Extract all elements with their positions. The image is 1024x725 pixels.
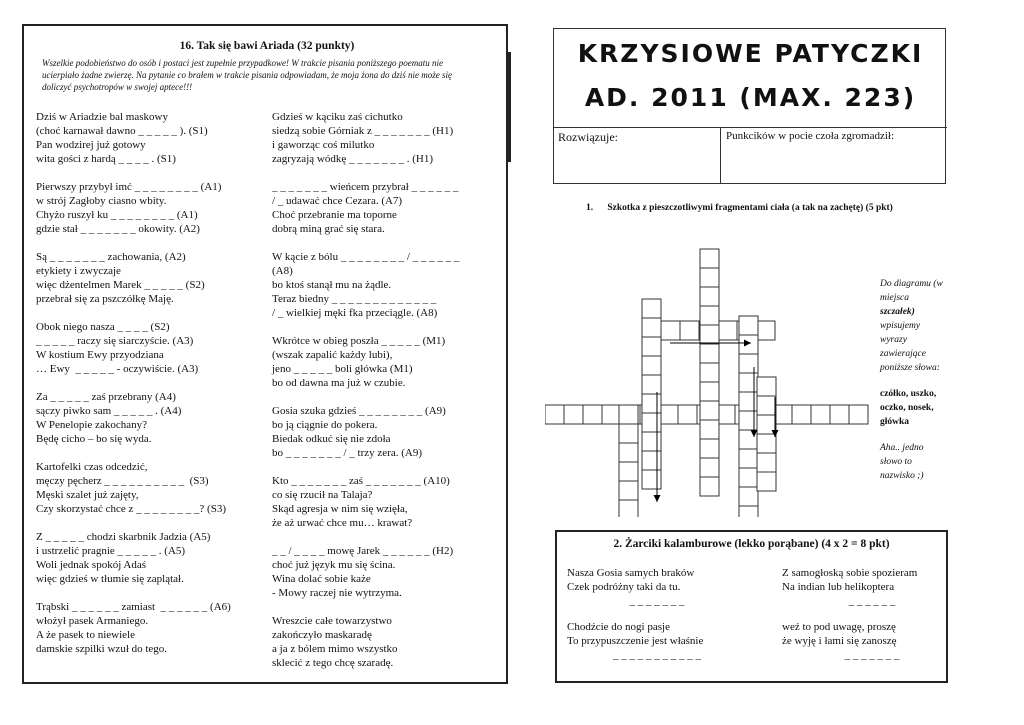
poem-line: W kostium Ewy przyodziana xyxy=(36,349,164,361)
crossword-cell[interactable] xyxy=(849,405,868,424)
note-line: wyrazy xyxy=(880,335,907,345)
main-title: KRZYSIOWE PATYCZKI xyxy=(577,39,924,68)
poem-line: choć już język mu się ścina. xyxy=(272,559,396,571)
poem-line: (wszak zapalić każdy lubi), xyxy=(272,349,393,361)
crossword-cell[interactable] xyxy=(739,487,758,506)
stanza xyxy=(272,614,504,670)
poem-line: zagryzają wódkę _ _ _ _ _ _ _ . (H1) xyxy=(272,153,433,165)
crossword-diagram xyxy=(545,247,875,517)
word-list-line: oczko, nosek, xyxy=(880,403,934,413)
diagram-instructions xyxy=(880,277,980,483)
riddle-line: Na indian lub helikoptera xyxy=(782,581,895,593)
note-line: poniższe słowa: xyxy=(880,363,940,373)
crossword-cell[interactable] xyxy=(619,443,638,462)
crossword-cell[interactable] xyxy=(619,481,638,500)
riddle-line: Z samogłoską sobie spozieram xyxy=(782,567,918,579)
crossword-cell[interactable] xyxy=(642,394,661,413)
crossword-cell[interactable] xyxy=(739,468,758,487)
crossword-cell[interactable] xyxy=(757,377,776,396)
poem-line: Biedak odkuć się nie zdoła xyxy=(272,433,391,445)
poem-line: i gaworząc coś milutko xyxy=(272,139,375,151)
note-line: Do diagramu (w xyxy=(880,279,943,289)
crossword-cell[interactable] xyxy=(739,449,758,468)
poem-line: damskie szpilki wzuł do tego. xyxy=(36,643,168,655)
crossword-cell[interactable] xyxy=(661,321,680,340)
stanza xyxy=(36,530,276,586)
stanza xyxy=(272,110,504,166)
riddle-line: Chodźcie do nogi pasje xyxy=(567,621,670,633)
crossword-cell[interactable] xyxy=(545,405,564,424)
crossword-cell[interactable] xyxy=(739,335,758,354)
poem-line: Są _ _ _ _ _ _ _ zachowania, (A2) xyxy=(36,251,186,263)
poem-line: więc gdzieś w tłumie się zaplątał. xyxy=(36,573,184,585)
poem-line: przebrał się za pszczółkę Maję. xyxy=(36,293,174,305)
poem-line: Kartofelki czas odcedzić, xyxy=(36,461,148,473)
stanza xyxy=(272,474,504,530)
crossword-cell[interactable] xyxy=(700,382,719,401)
crossword-cell[interactable] xyxy=(700,344,719,363)
stanza xyxy=(272,250,504,320)
crossword-cell[interactable] xyxy=(642,356,661,375)
poem-line: / _ udawać chce Cezara. (A7) xyxy=(272,195,403,207)
poem-line: jeno _ _ _ _ _ boli główka (M1) xyxy=(272,363,413,375)
poem-column-right xyxy=(272,110,504,684)
divider xyxy=(720,127,721,184)
poem-line: że aż urwać chce mu… krawat? xyxy=(272,517,413,529)
poem-line: Pierwszy przybył imć _ _ _ _ _ _ _ _ (A1) xyxy=(36,181,222,193)
poem-line: gdzie stał _ _ _ _ _ _ _ okowity. (A2) xyxy=(36,223,200,235)
crossword-cell[interactable] xyxy=(680,321,699,340)
crossword-cell[interactable] xyxy=(619,424,638,443)
note-line: nazwisko ;) xyxy=(880,471,924,481)
crossword-cell[interactable] xyxy=(757,472,776,491)
poem-line: W kącie z bólu _ _ _ _ _ _ _ _ / _ _ _ _ _ _ xyxy=(272,251,460,263)
riddle-line: weź to pod uwagę, proszę xyxy=(782,621,896,633)
poem-line: Dziś w Ariadzie bal maskowy xyxy=(36,111,168,123)
poem-line: Choć przebranie ma toporne xyxy=(272,209,397,221)
crossword-cell[interactable] xyxy=(756,321,775,340)
crossword-cell[interactable] xyxy=(678,405,697,424)
answer-blank: _ _ _ _ _ _ _ xyxy=(629,595,685,607)
poem-line: Gosia szuka gdzieś _ _ _ _ _ _ _ _ (A9) xyxy=(272,405,446,417)
poem-line: Trąbski _ _ _ _ _ _ zamiast _ _ _ _ _ _ (A6) xyxy=(36,601,231,613)
crossword-cell[interactable] xyxy=(739,316,758,335)
poem-line: włożył pasek Armaniego. xyxy=(36,615,149,627)
panel-shadow xyxy=(508,52,511,162)
crossword-cell[interactable] xyxy=(619,462,638,481)
poem-line: siedzą sobie Górniak z _ _ _ _ _ _ _ (H1) xyxy=(272,125,454,137)
poem-line: Męski szalet już zajęty, xyxy=(36,489,139,501)
crossword-cell[interactable] xyxy=(642,413,661,432)
poem-line: wita gości z hardą _ _ _ _ . (S1) xyxy=(36,153,176,165)
solver-field-label: Rozwiązuje: xyxy=(558,130,618,144)
note-line: wpisujemy xyxy=(880,321,921,331)
poem-line: więc dżentelmen Marek _ _ _ _ _ (S2) xyxy=(36,279,205,291)
riddle xyxy=(567,620,747,662)
stanza xyxy=(36,600,276,656)
poem-line: Za _ _ _ _ _ zaś przebrany (A4) xyxy=(36,391,176,403)
crossword-cell[interactable] xyxy=(718,321,737,340)
answer-blank: _ _ _ _ _ _ _ _ _ _ _ xyxy=(613,649,701,661)
crossword-cell[interactable] xyxy=(642,375,661,394)
poem-line: Woli jednak spokój Adaś xyxy=(36,559,147,571)
arrow-head-icon xyxy=(654,495,661,502)
note-line: zawierające xyxy=(880,349,926,359)
answer-blank: _ _ _ _ _ _ xyxy=(848,595,896,607)
poem-line: sklecić z tego chcę szaradę. xyxy=(272,657,394,669)
poem-line: Skąd agresja w nim się wzięła, xyxy=(272,503,408,515)
poem-intro: Wszelkie podobieństwo do osób i postaci jest zupełnie przypadkowe! W trakcie pisania poniższego poematu nie ucierpiało żadne zwierzę. Na pytanie co brałem w trakcie pisania odpowiadam, że moja żona do dziś nie może się doliczyć psychotropów w swojej aptece!!! xyxy=(42,58,452,92)
crossword-cell[interactable] xyxy=(700,439,719,458)
stanza xyxy=(272,334,504,390)
riddle xyxy=(567,566,747,608)
poem-line: W Penelopie zakochany? xyxy=(36,419,147,431)
poem-line: / _ wielkiej męki fka przeciągle. (A8) xyxy=(272,307,438,319)
crossword-cell[interactable] xyxy=(642,451,661,470)
poem-line: w strój Zagłoby ciasno wbity. xyxy=(36,195,167,207)
poem-line: bo od dawna ma już w czubie. xyxy=(272,377,406,389)
crossword-cell[interactable] xyxy=(642,318,661,337)
poem-line: Chyżo ruszył ku _ _ _ _ _ _ _ _ (A1) xyxy=(36,209,198,221)
stanza xyxy=(272,544,504,600)
poem-line: Teraz biedny _ _ _ _ _ _ _ _ _ _ _ _ _ xyxy=(272,293,437,305)
poem-line: sączy piwko sam _ _ _ _ _ . (A4) xyxy=(36,405,182,417)
poem-panel xyxy=(22,24,508,684)
word-list-line: czółko, uszko, xyxy=(880,389,937,399)
stanza xyxy=(36,320,276,376)
poem-line: A że pasek to niewiele xyxy=(36,629,135,641)
crossword-cell[interactable] xyxy=(642,337,661,356)
crossword-cell[interactable] xyxy=(583,405,602,424)
crossword-cell[interactable] xyxy=(830,405,849,424)
riddle xyxy=(782,620,962,662)
poem-line: (A8) xyxy=(272,265,293,277)
crossword-cell[interactable] xyxy=(642,299,661,318)
stanza xyxy=(272,404,504,460)
note-line: słowo to xyxy=(880,457,912,467)
poem-line: - Mowy raczej nie wytrzyma. xyxy=(272,587,402,599)
poem-line: Kto _ _ _ _ _ _ _ zaś _ _ _ _ _ _ _ (A10) xyxy=(272,475,450,487)
poem-line: Wkrótce w obieg poszła _ _ _ _ _ (M1) xyxy=(272,335,446,347)
crossword-cell[interactable] xyxy=(757,453,776,472)
crossword-cell[interactable] xyxy=(602,405,621,424)
poem-line: Pan wodzirej już gotowy xyxy=(36,139,146,151)
riddle-line: Nasza Gosia samych braków xyxy=(567,567,695,579)
crossword-cell[interactable] xyxy=(564,405,583,424)
poem-line: dobrą miną grać się stara. xyxy=(272,223,385,235)
poem-line: etykiety i zwyczaje xyxy=(36,265,121,277)
poem-line: zakończyło maskaradę xyxy=(272,629,372,641)
riddle xyxy=(782,566,962,608)
poem-column-left xyxy=(36,110,276,670)
poem-line: Będę cicho – bo się wyda. xyxy=(36,433,152,445)
answer-blank: _ _ _ _ _ _ _ xyxy=(844,649,900,661)
crossword-cell[interactable] xyxy=(619,405,638,424)
crossword-cell[interactable] xyxy=(792,405,811,424)
crossword-cell[interactable] xyxy=(700,420,719,439)
points-field-label: Punkcików w pocie czoła zgromadził: xyxy=(726,130,895,142)
crossword-cell[interactable] xyxy=(700,458,719,477)
stanza xyxy=(272,180,504,236)
crossword-cell[interactable] xyxy=(700,363,719,382)
word-list-line: główka xyxy=(880,417,910,427)
note-line: szczałek) xyxy=(880,307,915,317)
poem-line: Wina dolać sobie każe xyxy=(272,573,371,585)
section2-title: 2. Żarciki kalamburowe (lekko porąbane) (4 x 2 = 8 pkt) xyxy=(613,538,890,550)
riddle-line: Czek podróżny taki da tu. xyxy=(567,581,681,593)
poem-line: bo ją ciągnie do pokera. xyxy=(272,419,378,431)
crossword-cell[interactable] xyxy=(642,470,661,489)
crossword-cell[interactable] xyxy=(757,396,776,415)
title-box xyxy=(553,28,946,184)
poem-line: bo _ _ _ _ _ _ _ / _ trzy zera. (A9) xyxy=(272,447,422,459)
riddle-line: że wyję i łami się zanoszę xyxy=(782,635,897,647)
poem-line: męczy pęcherz _ _ _ _ _ _ _ _ _ _ (S3) xyxy=(36,475,209,487)
poem-line: _ _ _ _ _ raczy się siarczyście. (A3) xyxy=(36,335,194,347)
crossword-cell[interactable] xyxy=(739,373,758,392)
crossword-cell[interactable] xyxy=(739,354,758,373)
crossword-cell[interactable] xyxy=(739,506,758,517)
crossword-cell[interactable] xyxy=(700,268,719,287)
poem-line: Wreszcie całe towarzystwo xyxy=(272,615,392,627)
poem-line: co się rzucił na Talaja? xyxy=(272,489,373,501)
stanza xyxy=(36,460,276,516)
stanza xyxy=(36,110,276,166)
poem-line: _ _ / _ _ _ _ mowę Jarek _ _ _ _ _ _ (H2) xyxy=(272,545,454,557)
note-line: miejsca xyxy=(880,293,910,303)
note-line: Aha.. jedno xyxy=(880,443,924,453)
main-subtitle: AD. 2011 (MAX. 223) xyxy=(584,83,917,112)
stanza xyxy=(36,250,276,306)
crossword-cell[interactable] xyxy=(700,325,719,344)
crossword-cell[interactable] xyxy=(619,500,638,517)
section1-title: 1. Szkotka z pieszczotliwymi fragmentami ciała (a tak na zachętę) (5 pkt) xyxy=(586,203,893,213)
crossword-cell[interactable] xyxy=(757,434,776,453)
poem-line: Gdzieś w kąciku zaś cichutko xyxy=(272,111,403,123)
riddle-line: To przypuszczenie jest właśnie xyxy=(567,635,704,647)
crossword-cell[interactable] xyxy=(642,432,661,451)
poem-line: i ustrzelić pragnie _ _ _ _ _ . (A5) xyxy=(36,545,186,557)
crossword-cell[interactable] xyxy=(811,405,830,424)
section2-box xyxy=(555,530,948,683)
crossword-cell[interactable] xyxy=(659,405,678,424)
crossword-cell[interactable] xyxy=(739,392,758,411)
crossword-cell[interactable] xyxy=(700,401,719,420)
poem-line: Czy skorzystać chce z _ _ _ _ _ _ _ _? (S3) xyxy=(36,503,227,515)
poem-line: _ _ _ _ _ _ _ wieńcem przybrał _ _ _ _ _ _ xyxy=(272,181,459,193)
poem-line: Z _ _ _ _ _ chodzi skarbnik Jadzia (A5) xyxy=(36,531,211,543)
poem-title: 16. Tak się bawi Ariada (32 punkty) xyxy=(179,40,355,52)
crossword-cell[interactable] xyxy=(700,287,719,306)
crossword-cell[interactable] xyxy=(739,411,758,430)
crossword-cell[interactable] xyxy=(700,477,719,496)
poem-line: bo ktoś stanął mu na żądle. xyxy=(272,279,392,291)
poem-line: (choć karnawał dawno _ _ _ _ _ ). (S1) xyxy=(36,125,208,137)
stanza xyxy=(36,180,276,236)
poem-line: Obok niego nasza _ _ _ _ (S2) xyxy=(36,321,170,333)
poem-line: a ja z bólem mimo wszystko xyxy=(272,643,398,655)
stanza xyxy=(36,390,276,446)
crossword-cell[interactable] xyxy=(700,249,719,268)
poem-line: … Ewy _ _ _ _ _ - oczywiście. (A3) xyxy=(36,363,199,375)
crossword-cell[interactable] xyxy=(700,306,719,325)
divider xyxy=(554,127,947,128)
